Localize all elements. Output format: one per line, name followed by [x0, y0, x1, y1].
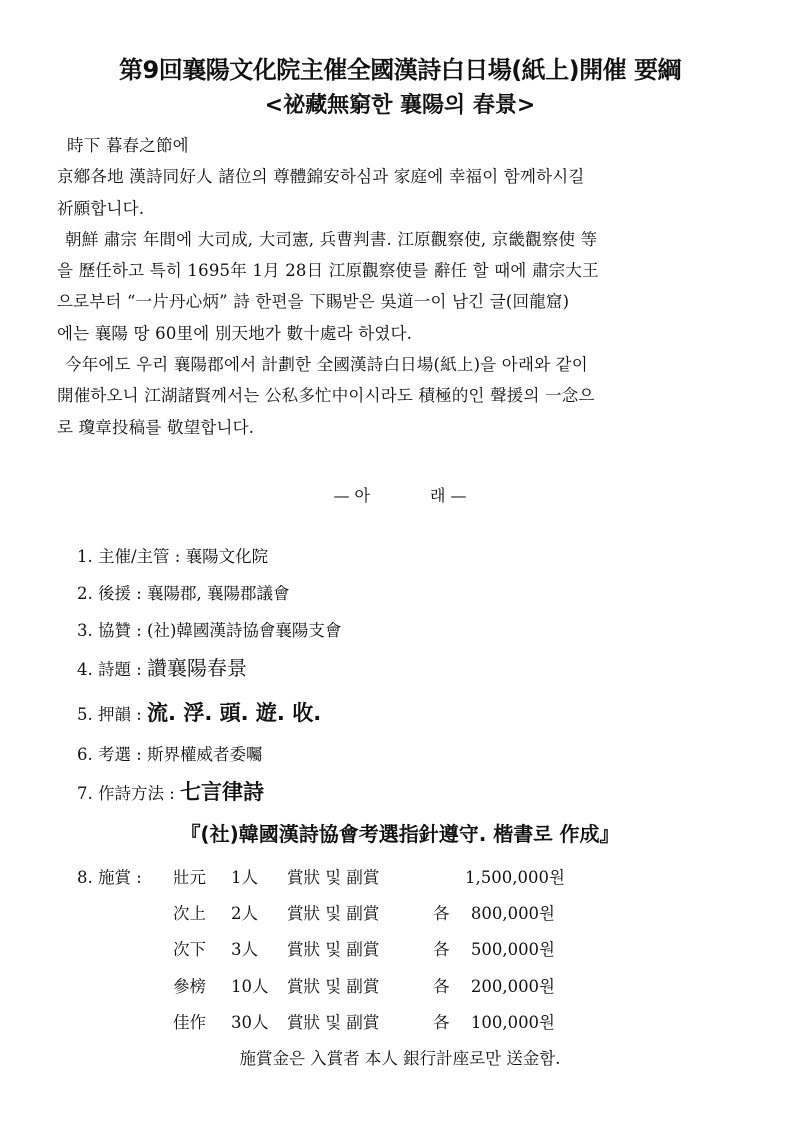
item-rhyme — [77, 697, 321, 727]
intro-line: 朝鮮 肅宗 年間에 大司成, 大司憲, 兵曹判書. 江原觀察使, 京畿觀察使 等 — [65, 229, 598, 249]
item-label: 1. 主催/主管 : — [77, 547, 181, 566]
prize-amount: 1,500,000원 — [465, 868, 565, 887]
divider-left: — 아 — [333, 486, 370, 505]
item-label: 6. 考選 : — [77, 745, 142, 764]
prize-amount: 100,000원 — [470, 1013, 555, 1032]
prize-grade: 壯元 — [173, 868, 206, 887]
intro-line: 에는 襄陽 땅 60里에 別天地가 數十處라 하였다. — [57, 323, 413, 343]
item-value: 襄陽郡, 襄陽郡議會 — [147, 584, 290, 603]
prize-each: 各 — [433, 904, 450, 923]
item-label: 2. 後援 : — [77, 584, 142, 603]
item-sponsor — [77, 617, 341, 641]
intro-line: 開催하오니 江湖諸賢께서는 公私多忙中이시라도 積極的인 聲援의 一念으 — [57, 386, 595, 406]
writing-guideline: 『(社)韓國漢詩協會考選指針遵守. 楷書로 作成』 — [180, 822, 620, 846]
item-label: 4. 詩題 : — [77, 660, 142, 679]
divider-right: 래 — — [430, 486, 467, 505]
prize-each: 各 — [433, 1013, 450, 1032]
prize-grade: 參榜 — [173, 977, 206, 996]
item-judging — [77, 741, 263, 765]
item-host — [77, 543, 268, 567]
prize-row — [77, 936, 555, 960]
section-divider — [0, 483, 800, 506]
prize-count: 2人 — [231, 904, 258, 923]
document-subtitle: <祕藏無窮한 襄陽의 春景> — [264, 93, 536, 118]
prize-count: 1人 — [231, 868, 258, 887]
intro-line: 을 歷任하고 특히 1695年 1月 28日 江原觀察使를 辭任 할 때에 肅宗大王 — [57, 261, 599, 281]
item-value: 流. 浮. 頭. 遊. 收. — [147, 701, 322, 725]
prize-label: 8. 施賞 : — [77, 868, 142, 887]
intro-line: 今年에도 우리 襄陽郡에서 計劃한 全國漢詩白日場(紙上)을 아래와 같이 — [65, 355, 588, 375]
prize-row — [77, 864, 565, 888]
prize-desc: 賞狀 및 副賞 — [287, 940, 380, 959]
intro-line: 時下 暮春之節에 — [67, 136, 189, 155]
prize-amount: 500,000원 — [470, 940, 555, 959]
prize-desc: 賞狀 및 副賞 — [287, 1013, 380, 1032]
prize-each: 各 — [433, 940, 450, 959]
prize-row — [77, 973, 555, 997]
intro-line: 祈願합니다. — [57, 198, 145, 218]
intro-line: 로 瓊章投稿를 敬望합니다. — [57, 417, 255, 437]
prize-grade: 佳作 — [173, 1013, 206, 1032]
item-value: 讚襄陽春景 — [147, 656, 248, 680]
item-value: 斯界權威者委囑 — [147, 745, 263, 764]
item-label: 7. 作詩方法 : — [77, 784, 175, 803]
prize-count: 3人 — [231, 940, 258, 959]
intro-line: 京鄕各地 漢詩同好人 諸位의 尊體錦安하심과 家庭에 幸福이 함께하시길 — [57, 167, 585, 187]
prize-count: 30人 — [231, 1013, 269, 1032]
item-value: (社)韓國漢詩協會襄陽支會 — [147, 621, 342, 640]
prize-grade: 次上 — [173, 904, 206, 923]
item-poem-topic — [77, 652, 247, 681]
prize-note: 施賞金은 入賞者 本人 銀行計座로만 送金함. — [239, 1049, 561, 1068]
prize-amount: 800,000원 — [470, 904, 555, 923]
document-title: 第9回襄陽文化院主催全國漢詩白日場(紙上)開催 要綱 — [119, 56, 681, 84]
item-label: 3. 協贊 : — [77, 621, 142, 640]
item-method — [77, 776, 264, 806]
item-label: 5. 押韻 : — [77, 705, 142, 724]
prize-desc: 賞狀 및 副賞 — [287, 904, 380, 923]
item-support — [77, 580, 290, 604]
item-value: 七言律詩 — [180, 780, 265, 804]
prize-row — [77, 900, 555, 924]
prize-amount: 200,000원 — [470, 977, 555, 996]
intro-line: 으로부터 “一片丹心炳” 詩 한편을 下賜받은 吳道一이 남긴 글(回龍窟) — [57, 292, 570, 312]
prize-count: 10人 — [231, 977, 269, 996]
prize-desc: 賞狀 및 副賞 — [287, 977, 380, 996]
prize-each: 各 — [433, 977, 450, 996]
prize-row — [77, 1009, 555, 1033]
prize-grade: 次下 — [173, 940, 206, 959]
prize-desc: 賞狀 및 副賞 — [287, 868, 380, 887]
item-value: 襄陽文化院 — [185, 547, 269, 566]
intro-paragraph — [57, 130, 757, 443]
